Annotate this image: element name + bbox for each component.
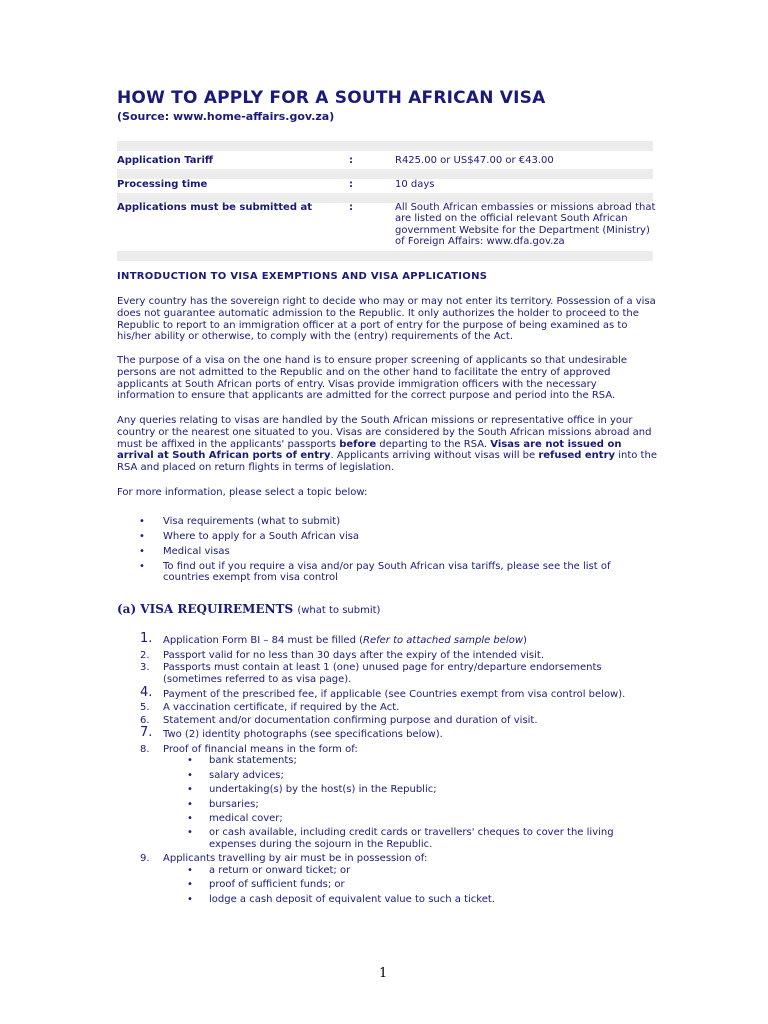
table-band-top [117,141,653,151]
page-number: 1 [379,966,388,981]
row-value: R425.00 or US$47.00 or €43.00 [395,155,554,166]
requirements-list [117,631,657,908]
financial-means-list [163,755,657,850]
row-colon: : [349,155,353,166]
topic-link-where-to-apply[interactable]: • Where to apply for a South African visa [139,530,360,542]
topic-link-visa-requirements[interactable]: • Visa requirements (what to submit) [139,516,341,527]
table-band-bottom [117,251,653,261]
list-item: • lodge a cash deposit of equivalent value to such a ticket. [187,893,495,905]
list-item: • medical cover; [187,812,283,824]
bullet-icon: • [187,893,193,905]
p3-text: Any queries relating to visas are handled by the South African missions or representative office in your country or the nearest one situated to you. Visas are considered by the South African missions abroad and must be affixed in the applicants' passports [117,415,652,450]
list-item: • salary advices; [187,769,284,781]
list-item: • bank statements; [187,755,297,767]
p3-bold-before: before [339,438,377,450]
p3-text: . Applicants arriving without visas will be [330,450,539,462]
topic-link-medical-visas[interactable]: • Medical visas [139,545,230,557]
bullet-icon: • [139,530,145,542]
p3-bold-refused: refused entry [538,450,616,462]
source-line: (Source: www.home-affairs.gov.za) [117,110,335,123]
tariff-table [117,141,656,261]
list-item: 1. Application Form BI – 84 must be filled (Refer to attached sample below) [140,631,527,646]
bullet-icon: • [187,812,193,824]
intro-paragraph-1: Every country has the sovereign right to decide who may or may not enter its territory. Possession of a visa does not guarantee automatic admission to the Republic. It only authorizes the holder to proceed to the Republic to report to an immigration officer at a port of entry for the purpose of being examined as to his/her ability or otherwise, to comply with the (entry) requirements of the Act. [117,296,656,343]
page-title: HOW TO APPLY FOR A SOUTH AFRICAN VISA [117,88,546,108]
intro-paragraph-3 [117,415,657,474]
intro-paragraph-2: The purpose of a visa on the one hand is to ensure proper screening of applicants so that undesirable persons are not admitted to the Republic and on the other hand to facilitate the entry of approved applicants at South African ports of entry. Visas provide immigration officers with the necessary information to ensure that applicants are admitted for the correct purpose and period into the RSA. [117,355,628,402]
row-label: Applications must be submitted at [117,202,312,213]
bullet-icon: • [139,516,145,527]
bullet-icon: • [139,560,145,572]
bullet-icon: • [187,879,193,891]
topic-list [117,516,657,587]
row-colon: : [349,202,353,213]
topic-link-visa-exempt-countries[interactable]: • To find out if you require a visa and/or pay South African visa tariffs, please see the list of countries exempt from visa control [139,560,611,584]
list-item: • undertaking(s) by the host(s) in the Republic; [187,784,437,796]
list-item: 3. Passports must contain at least 1 (one) unused page for entry/departure endorsements (sometimes referred to as visa page). [140,662,602,685]
p3-text: departing to the RSA. [376,438,491,450]
list-item: 6. Statement and/or documentation confirming purpose and duration of visit. [140,714,538,726]
row-value: 10 days [395,179,435,190]
list-item: • or cash available, including credit cards or travellers' cheques to cover the living expenses during the sojourn in the Republic. [187,827,614,850]
air-travel-list [163,865,657,905]
list-item: • proof of sufficient funds; or [187,879,345,891]
list-item: 4. Payment of the prescribed fee, if applicable (see Countries exempt from visa control below). [140,685,626,701]
bullet-icon: • [187,864,193,876]
list-item: • a return or onward ticket; or [187,864,351,876]
list-item: 5. A vaccination certificate, if required by the Act. [140,701,400,713]
row-colon: : [349,179,353,190]
intro-paragraph-4: For more information, please select a topic below: [117,487,368,498]
requirements-heading: (a) VISA REQUIREMENTS (what to submit) [117,602,381,616]
p3-text: into the RSA and placed on return flights in terms of legislation. [117,450,657,474]
bullet-icon: • [187,769,193,781]
list-item: • bursaries; [187,798,259,810]
bullet-icon: • [139,545,145,557]
bullet-icon: • [187,784,193,796]
row-label: Application Tariff [117,155,214,166]
row-label: Processing time [117,179,208,190]
p3-bold-no-arrival: Visas are not issued on arrival at South African ports of entry [117,438,622,462]
list-item: 9. Applicants travelling by air must be in possession of: • a return or onward ticket; or • proof of sufficient funds; or • lodge a cash deposit of equivalent value to such a ticket. [117,853,657,905]
table-band [117,169,653,179]
list-item: 7. Two (2) identity photographs (see specifications below). [140,725,443,741]
intro-heading: INTRODUCTION TO VISA EXEMPTIONS AND VISA APPLICATIONS [117,271,488,282]
list-item: 2. Passport valid for no less than 30 days after the expiry of the intended visit. [140,649,545,661]
list-item: 8. Proof of financial means in the form of: • bank statements; • salary advices; • undertaking(s) by the host(s) in the Republic; • bursaries; • medical cover; • or cash available, including credit cards or travellers' cheques to cover the living expenses during the sojourn in the Republic. [117,744,657,850]
bullet-icon: • [187,755,193,767]
bullet-icon: • [187,827,193,839]
row-value: All South African embassies or missions abroad that are listed on the official relevant South African government Website for the Department (Ministry) of Foreign Affairs: www.dfa.gov.za [395,202,656,247]
bullet-icon: • [187,798,193,810]
